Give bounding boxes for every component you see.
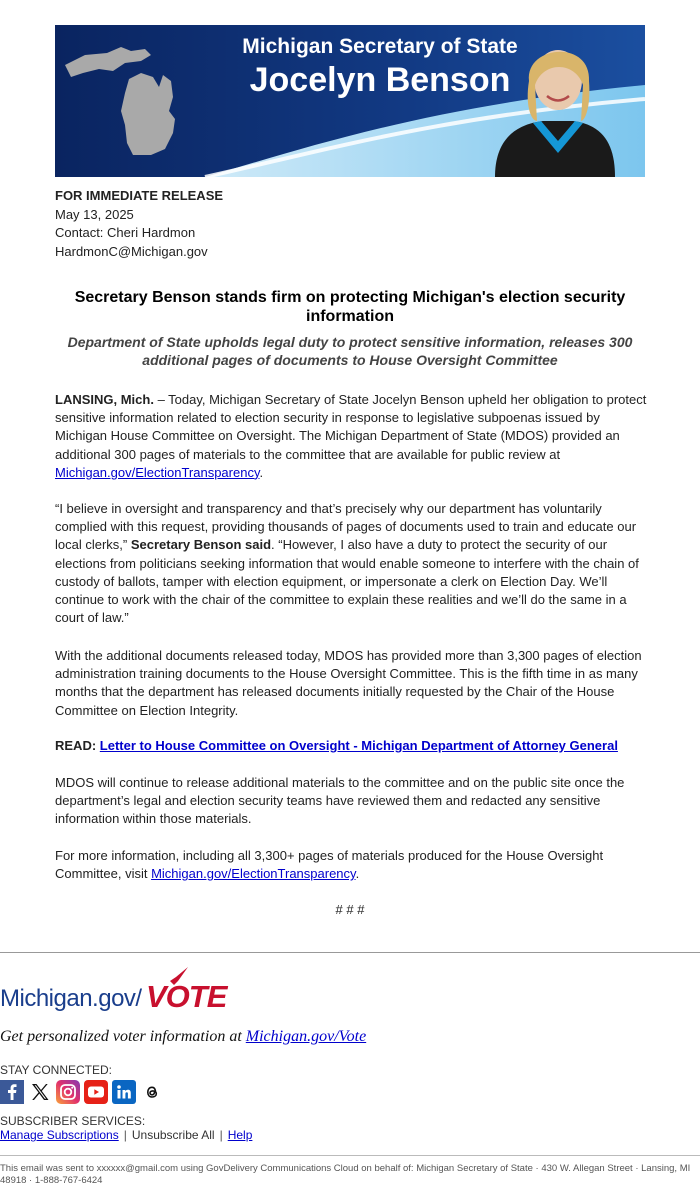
release-date: May 13, 2025 [55, 206, 134, 222]
tagline-text: Get personalized voter information at [0, 1028, 246, 1045]
checkmark-icon [168, 967, 190, 987]
footer-divider [0, 1155, 700, 1156]
dateline: LANSING, Mich. [55, 392, 154, 407]
paragraph-2 [55, 500, 650, 627]
read-line [55, 737, 650, 755]
logo-prefix: Michigan.gov/ [0, 985, 142, 1012]
help-link[interactable]: Help [227, 1128, 253, 1142]
quote-part1: “I believe in oversight and transparency and that’s precisely why our department has voluntarily complied with this request, providing thousands of pages of documents used to train and educate our local clerks,” [55, 501, 637, 553]
paragraph-5-text: For more information, including all 3,300+ pages of materials produced for the House Oversight Committee, visit [55, 848, 604, 882]
youtube-icon[interactable] [84, 1080, 108, 1104]
paragraph-1 [55, 391, 650, 482]
quote-speaker: Secretary Benson said [130, 537, 272, 553]
header-banner [55, 25, 645, 177]
end-mark: # # # [335, 902, 365, 917]
divider [0, 952, 700, 953]
attorney-general-letter-link[interactable]: Letter to House Committee on Oversight - Michigan Department of Attorney General [99, 738, 618, 753]
quote-part2: . “However, I also have a duty to protect the security of our elections from politicians seeking information that would enable someone to interfere with the chain of custody of ballots, tamper with election equipment, or impersonate a clerk on Election Day. We’ll continue to work with the chair of the committee to explain these realities and we’ll do the same in a court of law.” [55, 537, 639, 626]
social-links [0, 1080, 164, 1104]
release-label: FOR IMMEDIATE RELEASE [55, 188, 224, 203]
manage-subscriptions-link[interactable]: Manage Subscriptions [0, 1128, 119, 1142]
facebook-icon[interactable] [0, 1080, 24, 1104]
separator: | [123, 1128, 127, 1142]
stay-connected-label: STAY CONNECTED: [0, 1063, 113, 1077]
paragraph-3: With the additional documents released today, MDOS has provided more than 3,300 pages of election administration training documents to the House Oversight Committee. This is the fifth time in as many months that the department has released documents initially requested by the Chair of the House Committee on Election Integrity. [55, 648, 642, 718]
x-icon[interactable] [28, 1080, 52, 1104]
footer-text: This email was sent to xxxxxx@gmail.com using GovDelivery Communications Cloud on behalf of: Michigan Secretary of State · 430 W. Allegan Street · Lansing, MI 48918 · 1-888-767-6424 [0, 1163, 691, 1186]
subscriber-services-label: SUBSCRIBER SERVICES: [0, 1114, 146, 1128]
separator: | [219, 1128, 223, 1142]
read-label: READ: [55, 738, 97, 753]
threads-icon[interactable] [140, 1080, 164, 1104]
paragraph-4: MDOS will continue to release additional materials to the committee and on the public site once the department’s legal and election security teams have reviewed them and redacted any sensitive information within those materials. [55, 775, 625, 827]
release-email: HardmonC@Michigan.gov [55, 243, 208, 259]
paragraph-5 [55, 847, 650, 883]
headline: Secretary Benson stands firm on protecting Michigan's election security information [74, 289, 626, 325]
logo-vote-word: VOTE [146, 979, 227, 1014]
voter-info-tagline [0, 1028, 366, 1046]
unsubscribe-all-link[interactable]: Unsubscribe All [131, 1128, 215, 1142]
michigan-vote-link[interactable]: Michigan.gov/Vote [245, 1028, 367, 1045]
banner-title-line2: Jocelyn Benson [249, 61, 511, 99]
paragraph-1-text: – Today, Michigan Secretary of State Jocelyn Benson upheld her obligation to protect sensitive information related to election security in response to legislative subpoenas issued by Michigan House Committee on Oversight. The Michigan Department of State (MDOS) provided an additional 300 pages of materials to the committee that are available for public review at [55, 392, 647, 462]
instagram-icon[interactable] [56, 1080, 80, 1104]
michigan-vote-logo[interactable] [0, 965, 240, 1015]
banner-title-line1: Michigan Secretary of State [242, 35, 518, 58]
subscriber-links [0, 1128, 252, 1142]
election-transparency-link-2[interactable]: Michigan.gov/ElectionTransparency [151, 866, 356, 882]
paragraph-5-end: . [355, 866, 360, 882]
linkedin-icon[interactable] [112, 1080, 136, 1104]
election-transparency-link[interactable]: Michigan.gov/ElectionTransparency [55, 464, 260, 480]
paragraph-1-end: . [259, 464, 264, 480]
subheadline: Department of State upholds legal duty to protect sensitive information, releases 300 additional pages of documents to House Oversight Committee [67, 334, 633, 368]
release-contact: Contact: Cheri Hardmon [55, 225, 196, 240]
release-meta [55, 187, 223, 261]
